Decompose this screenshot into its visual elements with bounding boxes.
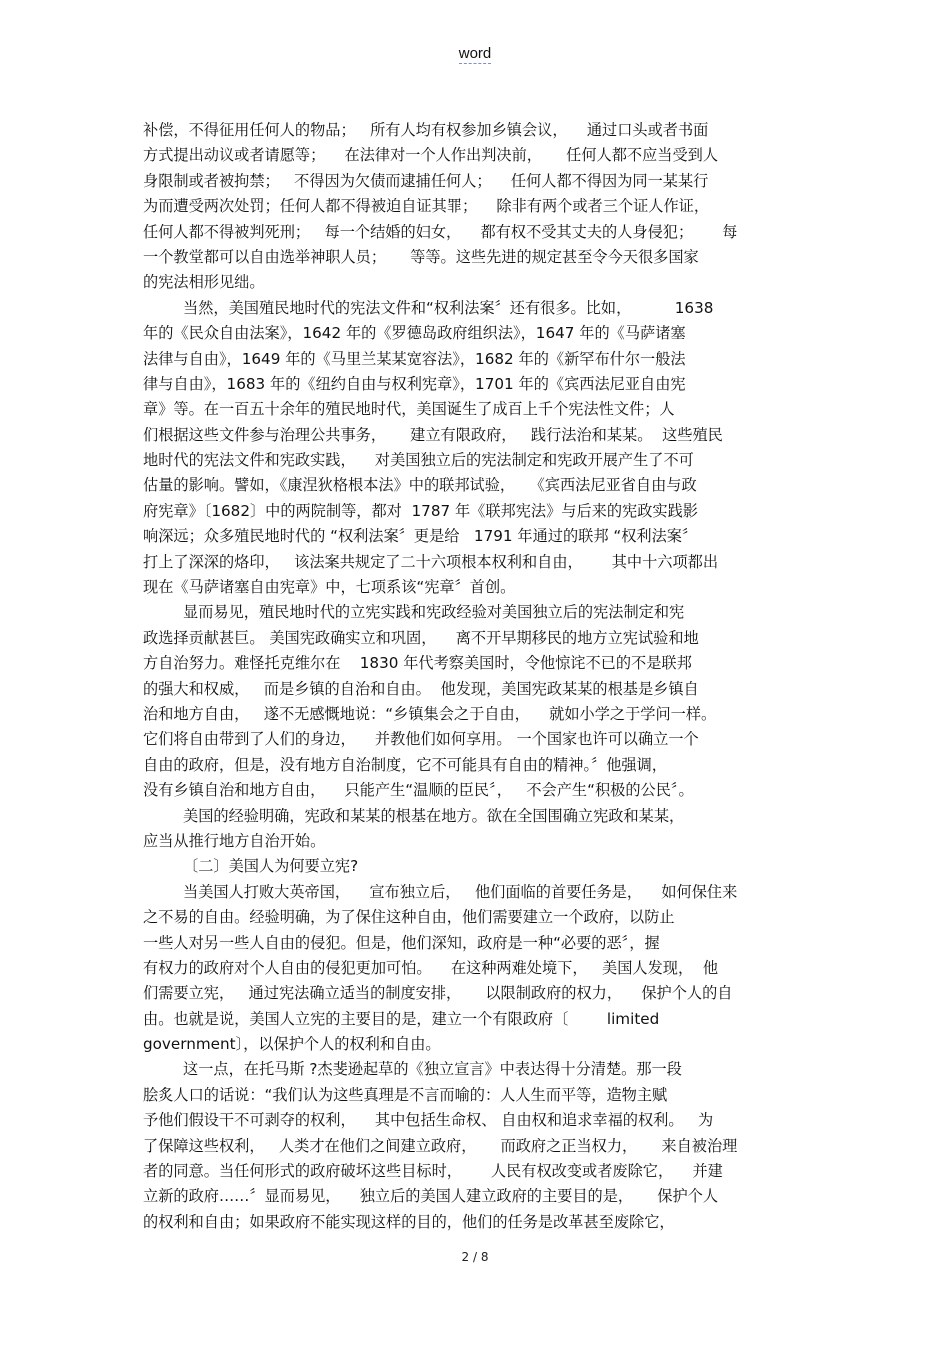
document-body <box>143 118 811 1235</box>
text-line: 一些人对另一些人自由的侵犯。但是，他们深知，政府是一种“必要的恶〞，握 <box>143 933 660 952</box>
text-line: 的强大和权威， 而是乡镇的自治和自由。 他发现，美国宪政某某的根基是乡镇自 <box>143 679 699 698</box>
page-header <box>0 44 950 64</box>
text-line: 方式提出动议或者请愿等； 在法律对一个人作出判决前， 任何人都不应当受到人 <box>143 146 719 165</box>
text-line: 为而遭受两次处罚；任何人都不得被迫自证其罪； 除非有两个或者三个证人作证， <box>143 197 710 216</box>
text-line: 地时代的宪法文件和宪政实践， 对美国独立后的宪法制定和宪政开展产生了不可 <box>143 451 694 470</box>
text-line: 任何人都不得被判死刑； 每一个结婚的妇女， 都有权不受其丈夫的人身侵犯； 每 <box>143 222 738 241</box>
text-line: 应当从推行地方自治开始。 <box>143 831 326 850</box>
text-line: 脍炙人口的话说：“我们认为这些真理是不言而喻的：人人生而平等，造物主赋 <box>143 1085 668 1104</box>
text-line: 予他们假设干不可剥夺的权利， 其中包括生命权、 自由权和追求幸福的权利。 为 <box>143 1111 714 1130</box>
text-line: 章》等。在一百五十余年的殖民地时代，美国诞生了成百上千个宪法性文件；人 <box>143 400 675 419</box>
text-line: 自由的政府，但是，没有地方自治制度，它不可能具有自由的精神。〞他强调， <box>143 755 667 774</box>
text-line: 显而易见，殖民地时代的立宪实践和宪政经验对美国独立后的宪法制定和宪 <box>183 603 685 622</box>
text-line: 们根据这些文件参与治理公共事务， 建立有限政府， 践行法治和某某。 这些殖民 <box>143 425 723 444</box>
text-line: 的权利和自由；如果政府不能实现这样的目的，他们的任务是改革甚至废除它， <box>143 1212 675 1231</box>
text-line: 现在《马萨诸塞自由宪章》中，七项系该“宪章〞首创。 <box>143 578 516 597</box>
text-line: 响深远；众多殖民地时代的 “权利法案〞更是给 1791 年通过的联邦 “权利法案〞 <box>143 527 698 546</box>
text-line: 身限制或者被拘禁； 不得因为欠债而逮捕任何人； 任何人都不得因为同一某某行 <box>143 171 709 190</box>
text-line: 治和地方自由， 遂不无感慨地说：“乡镇集会之于自由， 就如小学之于学问一样。 <box>143 704 717 723</box>
text-line: 的宪法相形见绌。 <box>143 273 265 292</box>
text-line: 估量的影响。譬如，《康涅狄格根本法》中的联邦试验， 《宾西法尼亚省自由与政 <box>143 476 697 495</box>
text-line: 没有乡镇自治和地方自由， 只能产生“温顺的臣民〞， 不会产生“积极的公民〞。 <box>143 781 694 800</box>
text-line: 由。也就是说，美国人立宪的主要目的是，建立一个有限政府〔 limited <box>143 1009 660 1028</box>
text-line: 之不易的自由。经验明确，为了保住这种自由，他们需要建立一个政府，以防止 <box>143 908 675 927</box>
text-line: 美国的经验明确，宪政和某某的根基在地方。欲在全国围确立宪政和某某， <box>183 806 685 825</box>
text-line: 年的《民众自由法案》，1642 年的《罗德岛政府组织法》，1647 年的《马萨诸塞 <box>143 324 686 343</box>
text-line: 有权力的政府对个人自由的侵犯更加可怕。 在这种两难处境下， 美国人发现， 他 <box>143 958 719 977</box>
text-line: 们需要立宪， 通过宪法确立适当的制度安排， 以限制政府的权力， 保护个人的自 <box>143 984 733 1003</box>
text-line: 补偿，不得征用任何人的物品； 所有人均有权参加乡镇会议， 通过口头或者书面 <box>143 121 709 139</box>
text-line: 法律与自由》，1649 年的《马里兰某某宽容法》，1682 年的《新罕布什尔一般法 <box>143 349 686 368</box>
header-title: word <box>458 45 492 62</box>
text-line: 〔二〕美国人为何要立宪? <box>183 857 359 876</box>
text-line: 打上了深深的烙印， 该法案共规定了二十六项根本权利和自由， 其中十六项都出 <box>143 552 719 571</box>
text-line: 府宪章》〔1682〕中的两院制等，都对 1787 年《联邦宪法》与后来的宪政实践影 <box>143 501 698 520</box>
text-line: government〕，以保护个人的权利和自由。 <box>143 1035 441 1054</box>
text-line: 者的同意。当任何形式的政府破坏这些目标时， 人民有权改变或者废除它， 并建 <box>143 1162 723 1181</box>
text-line: 当然，美国殖民地时代的宪法文件和“权利法案〞还有很多。比如， 1638 <box>183 298 714 317</box>
page-number: 2 / 8 <box>461 1250 489 1264</box>
text-line: 方自治努力。难怪托克维尔在 1830 年代考察美国时，令他惊诧不已的不是联邦 <box>143 654 692 673</box>
text-line: 立新的政府……〞显而易见， 独立后的美国人建立政府的主要目的是， 保护个人 <box>143 1187 719 1206</box>
text-line: 当美国人打败大英帝国， 宣布独立后， 他们面临的首要任务是， 如何保住来 <box>183 882 738 901</box>
text-line: 了保障这些权利， 人类才在他们之间建立政府， 而政府之正当权力， 来自被治理 <box>143 1136 738 1155</box>
text-line: 律与自由》，1683 年的《纽约自由与权利宪章》，1701 年的《宾西法尼亚自由宪 <box>143 374 686 393</box>
text-line: 政选择贡献甚巨。 美国宪政确实立和巩固， 离不开早期移民的地方立宪试验和地 <box>143 628 699 647</box>
text-line: 它们将自由带到了人们的身边， 并教他们如何享用。 一个国家也许可以确立一个 <box>143 730 699 749</box>
text-line: 一个教堂都可以自由选举神职人员； 等等。这些先进的规定甚至令今天很多国家 <box>143 247 699 266</box>
text-line: 这一点，在托马斯 ?杰斐逊起草的《独立宣言》中表达得十分清楚。那一段 <box>183 1060 682 1079</box>
